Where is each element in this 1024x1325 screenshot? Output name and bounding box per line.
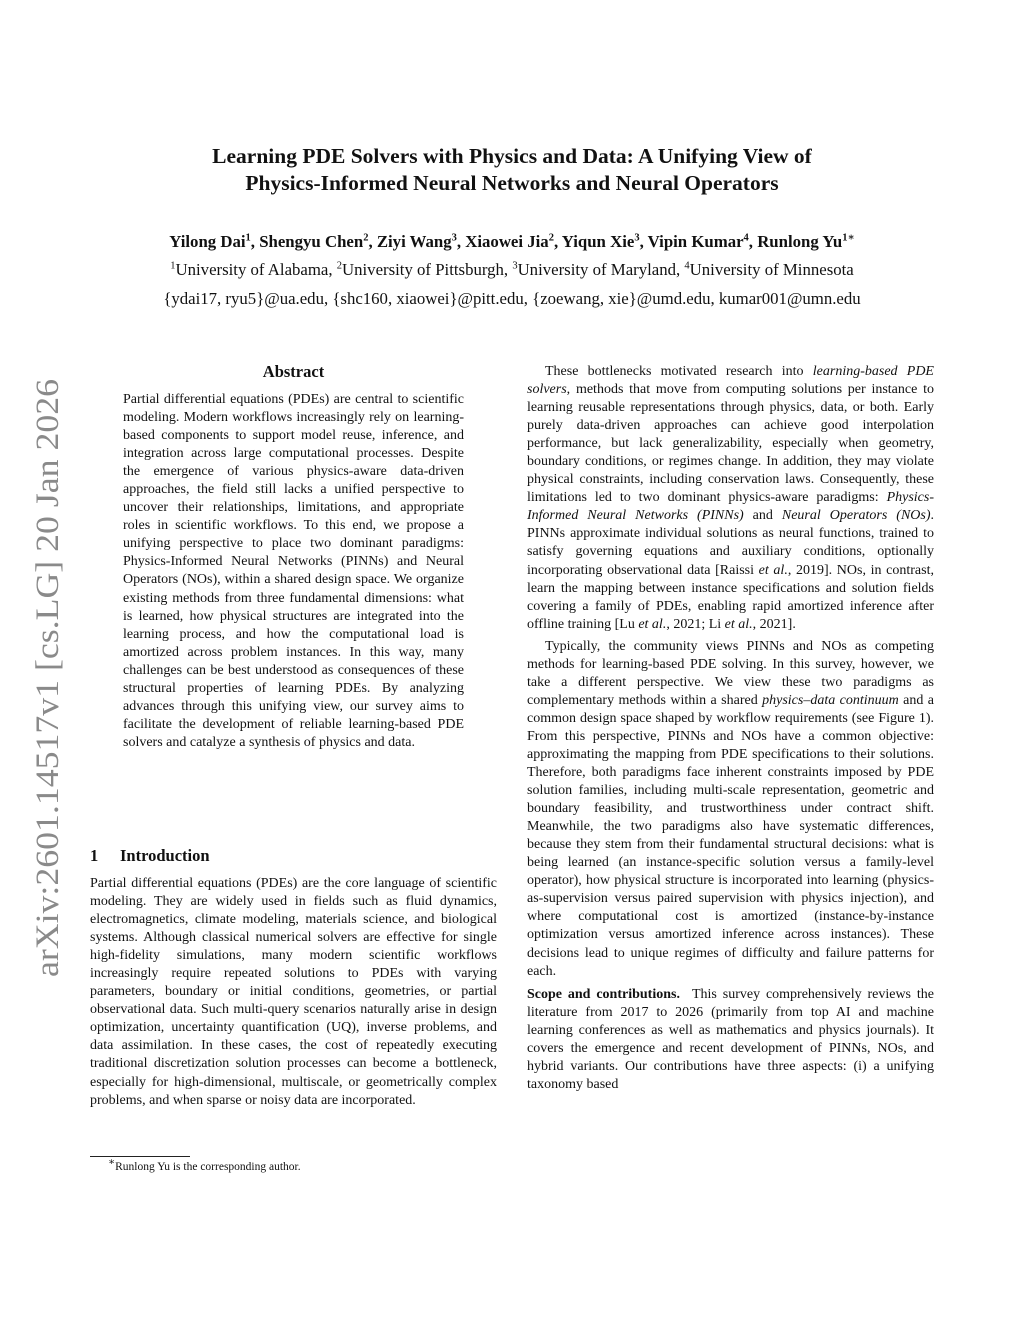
footnote-mark: ∗ — [108, 1157, 116, 1169]
introduction-section — [90, 845, 497, 1110]
author: Ziyi Wang$^3$, — [376, 232, 466, 251]
title-line-2: Physics-Informed Neural Networks and Neural Operators — [245, 171, 779, 195]
author: Xiaowei Jia$^2$, — [465, 232, 562, 251]
footnote — [108, 1157, 301, 1175]
author-emails: {ydai17, ryu5}@ua.edu, {shc160, xiaowei}@pitt.edu, {zoewang, xie}@umd.edu, kumar001@umn.edu — [163, 289, 861, 308]
author: Vipin Kumar$^4$, — [647, 232, 758, 251]
right-column — [527, 363, 934, 1098]
abstract-text: Partial differential equations (PDEs) are central to scientific modeling. Modern workflows increasingly rely on learning-based components to support model reuse, inference, and integration across large computational processes. Despite the emergence of various physics-aware data-driven approaches, the field still lacks a unified perspective to uncover their relationships, limitations, and appropriate roles in scientific workflows. To this end, we propose a unifying perspective to place two dominant paradigms: Physics-Informed Neural Networks (PINNs) and Neural Operators (NOs), within a shared design space. We organize existing methods from three fundamental dimensions: what is learned, how physical structures are integrated into the learning process, and how the computational load is amortized across problem instances. In this way, many challenges can be best understood as consequences of these structural properties of learning PDEs. By analyzing advances through this unifying view, our survey aims to facilitate the development of reliable learning-based PDE solvers and catalyze a synthesis of physics and data. — [123, 392, 464, 750]
abstract-heading: Abstract — [262, 362, 325, 381]
affiliation: $^2$University of Pittsburgh, — [336, 260, 513, 279]
scope-text: This survey comprehensively reviews the literature from 2017 to 2026 (primarily from top AI and machine learning conferences as well as mathematics and physics journals). It covers the emergence and recent development of PINNs, NOs, and hybrid variants. Our contributions have three aspects: (i) a unifying taxonomy based — [527, 986, 934, 1092]
author-list — [60, 231, 964, 253]
introduction-paragraph: Partial differential equations (PDEs) are the core language of scientific modeling. They are widely used in fields such as fluid dynamics, electromagnetics, climate modeling, materials science, and biological systems. Although classical numerical solvers are effective for single high-fidelity simulations, many modern scientific workflows increasingly require repeated solutions to PDEs with varying parameters, boundary or initial conditions, geometries, or partial observational data. Such multi-query scenarios naturally arise in design optimization, uncertainty quantification (UQ), inverse problems, and data assimilation. In these cases, the cost of repeatedly executing traditional discretization solution processes can become a bottleneck, especially for high-dimensional, multiscale, or geometrically complex problems, and when sparse or noisy data are incorporated. — [90, 876, 497, 1108]
abstract-section — [123, 361, 464, 752]
author: Runlong $Yu^{1∗}$ — [757, 232, 855, 251]
title-line-1: Learning PDE Solvers with Physics and Data: A Unifying View of — [212, 144, 812, 168]
section-number: 1 — [90, 846, 99, 865]
footnote-text: Runlong Yu is the corresponding author. — [115, 1161, 301, 1173]
author: Yilong Dai$^1$, — [169, 232, 260, 251]
paper-title — [112, 143, 912, 197]
author: Shengyu Chen$^2$, — [259, 232, 377, 251]
affiliation-list — [60, 259, 964, 281]
footnote-rule — [90, 1156, 190, 1157]
paragraph-perspective: Typically, the community views PINNs and NOs as competing methods for learning-based PDE solving. In this survey, however, we take a different perspective. We view these two paradigms as complementary methods within a shared physics–data continuum and a common design space shaped by workflow requirements (see Figure 1). From this perspective, PINNs and NOs have a common objective: approximating the mapping from PDE specifications to their solutions. Therefore, both paradigms face inherent constraints imposed by PDE solution families, including multi-scale representation, geometric and boundary feasibility, and trustworthiness under contract shift. Meanwhile, the two paradigms also have systematic differences, because they stem from their fundamental structural decisions: what is being learned (an instance-specific solution versus a family-level operator), how physical structure is incorporated into learning (physics-as-supervision versus paired supervision with physics injection), and where computational cost is amortized (instance-by-instance optimization versus amortized inference across instances). These decisions lead to unique regimes of difficulty and failure patterns for each. — [527, 638, 934, 979]
affiliation: $^1$University of Alabama, — [170, 260, 337, 279]
paragraph-bottlenecks: These bottlenecks motivated research into learning-based PDE solvers, methods that move from computing solutions per instance to learning reusable representations through physics, data, or both. Early purely data-driven approaches can achieve good interpolation performance, but lack generalizability, especially when geometry, boundary conditions, or regimes change. In addition, they may violate physical constraints, including conservation laws. Consequently, these limitations led to two dominant physics-aware paradigms: Physics-Informed Neural Networks (PINNs) and Neural Operators (NOs). PINNs approximate individual solutions as neural functions, trained to satisfy governing equations and auxiliary conditions, optionally incorporating observational data [Raissi et al., 2019]. NOs, in contrast, learn the mapping between instance specifications and solution fields covering a family of PDEs, enabling rapid amortized inference after offline training [Lu et al., 2021; Li et al., 2021]. — [527, 364, 934, 632]
affiliation: $^4$University of Minnesota — [684, 260, 854, 279]
affiliation: $^3$University of Maryland, — [512, 260, 685, 279]
section-title: Introduction — [120, 846, 210, 865]
paragraph-scope — [527, 986, 934, 1094]
arxiv-identifier — [14, 378, 74, 980]
section-heading — [90, 845, 497, 867]
author: Yiqun Xie$^3$, — [561, 232, 648, 251]
arxiv-identifier-text: arXiv:2601.14517v1 [cs.LG] 20 Jan 2026 — [30, 425, 66, 977]
run-in-heading: Scope and contributions. — [527, 986, 680, 1002]
